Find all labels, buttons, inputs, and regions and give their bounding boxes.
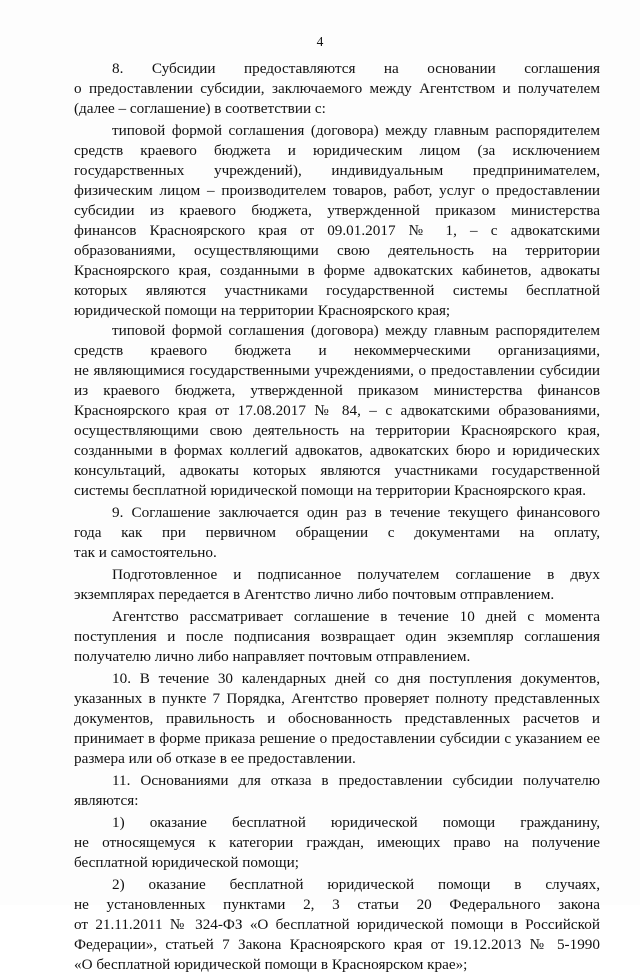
- text-line: средств краевого бюджета и юридическим лицом (за исключением: [74, 142, 600, 159]
- text-line: финансов Красноярского края от 09.01.2017 № 1, – с адвокатскими: [74, 222, 600, 239]
- text-line: созданными в формах коллегий адвокатов, адвокатских бюро и юридических: [74, 442, 600, 459]
- text-line: типовой формой соглашения (договора) между главным распорядителем: [112, 322, 600, 339]
- text-line: 2) оказание бесплатной юридической помощи в случаях,: [112, 876, 600, 893]
- text-line: которых являются участниками государственной системы бесплатной: [74, 282, 600, 299]
- text-line: образованиями, осуществляющими свою деятельность на территории: [74, 242, 600, 259]
- text-line: так и самостоятельно.: [74, 544, 217, 561]
- text-line: Красноярского края от 17.08.2017 № 84, – с адвокатскими образованиями,: [74, 402, 600, 419]
- text-line: года как при первичном обращении с документами на оплату,: [74, 524, 600, 541]
- text-line: указанных в пункте 7 Порядка, Агентство проверяет полноту представленных: [74, 690, 600, 707]
- text-line: не установленных пунктами 2, 3 статьи 20 Федерального закона: [74, 896, 600, 913]
- text-line: от 21.11.2011 № 324-ФЗ «О бесплатной юридической помощи в Российской: [74, 916, 600, 933]
- text-line: Подготовленное и подписанное получателем соглашение в двух: [112, 566, 600, 583]
- text-line: о предоставлении субсидии, заключаемого между Агентством и получателем: [74, 80, 600, 97]
- text-line: средств краевого бюджета и некоммерческими организациями,: [74, 342, 600, 359]
- document-body: [74, 59, 600, 975]
- text-line: Агентство рассматривает соглашение в течение 10 дней с момента: [112, 608, 600, 625]
- text-line: экземплярах передается в Агентство лично либо почтовым отправлением.: [74, 586, 555, 603]
- text-line: 8. Субсидии предоставляются на основании соглашения: [112, 60, 600, 77]
- text-line: (далее – соглашение) в соответствии с:: [74, 100, 326, 117]
- text-line: типовой формой соглашения (договора) между главным распорядителем: [112, 122, 600, 139]
- text-line: являются:: [74, 792, 139, 809]
- text-line: не являющимися государственными учреждениями, о предоставлении субсидии: [74, 362, 600, 379]
- text-line: поступления и после подписания возвращает один экземпляр соглашения: [74, 628, 600, 645]
- text-line: бесплатной юридической помощи;: [74, 854, 299, 871]
- text-line: Федерации», статьей 7 Закона Красноярского края от 19.12.2013 № 5-1990: [74, 936, 600, 953]
- text-line: государственных учреждений), индивидуальным предпринимателем,: [74, 162, 600, 179]
- text-line: юридической помощи на территории Красноярского края;: [74, 302, 451, 319]
- text-line: 10. В течение 30 календарных дней со дня поступления документов,: [112, 670, 600, 687]
- text-line: Красноярского края, созданными в форме адвокатских кабинетов, адвокаты: [74, 262, 600, 279]
- page-number: 4: [316, 34, 324, 49]
- text-line: 9. Соглашение заключается один раз в течение текущего финансового: [112, 504, 600, 521]
- text-line: 1) оказание бесплатной юридической помощи гражданину,: [112, 814, 600, 831]
- text-line: 11. Основаниями для отказа в предоставлении субсидии получателю: [112, 772, 600, 789]
- text-line: системы бесплатной юридической помощи на территории Красноярского края.: [74, 482, 587, 499]
- text-line: получателю лично либо направляет почтовым отправлением.: [74, 648, 471, 665]
- text-line: осуществляющими свою деятельность на территории Красноярского края,: [74, 422, 600, 439]
- text-line: принимает в форме приказа решение о предоставлении субсидии с указанием ее: [74, 730, 600, 747]
- text-line: физическим лицом – производителем товаров, работ, услуг о предоставлении: [74, 182, 600, 199]
- text-line: субсидии из краевого бюджета, утвержденной приказом министерства: [74, 202, 600, 219]
- text-line: не относящемуся к категории граждан, имеющих право на получение: [74, 834, 600, 851]
- text-line: из краевого бюджета, утвержденной приказом министерства финансов: [74, 382, 600, 399]
- text-line: «О бесплатной юридической помощи в Красноярском крае»;: [74, 956, 468, 973]
- text-line: консультаций, адвокаты которых являются участниками государственной: [74, 462, 600, 479]
- text-line: документов, правильность и обоснованность представленных расчетов и: [74, 710, 600, 727]
- text-line: размера или об отказе в ее предоставлении.: [74, 750, 356, 767]
